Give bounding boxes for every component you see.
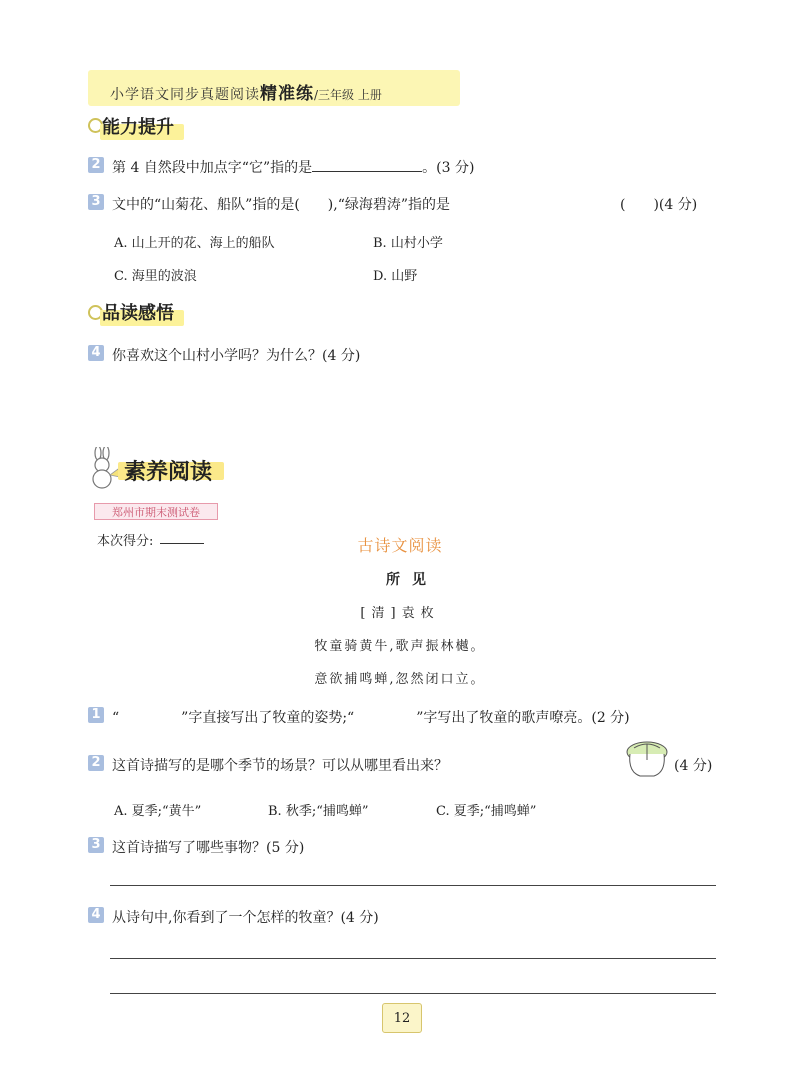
section-title-ability: 能力提升 (102, 117, 174, 138)
question-4-text: 你喜欢这个山村小学吗？为什么？(4 分) (112, 348, 361, 364)
option-a: A. 夏季;“黄牛” (114, 804, 202, 819)
cabbage-icon (622, 738, 672, 780)
question-number: 3 (88, 837, 104, 853)
question-number: 4 (88, 345, 104, 361)
question-3-text: 文中的“山菊花、船队”指的是( ),“绿海碧涛”指的是 (112, 197, 451, 213)
answer-line[interactable] (110, 885, 716, 886)
question-2-text (112, 157, 474, 177)
book-title (110, 79, 382, 104)
poem-author: [清]袁枚 (360, 606, 440, 621)
poem-line-1: 牧童骑黄牛,歌声振林樾。 (314, 639, 486, 654)
answer-line[interactable] (110, 958, 716, 959)
question-number: 1 (88, 707, 104, 723)
section-title-appreciate: 品读感悟 (102, 303, 174, 324)
grade-label: /三年级 上册 (314, 88, 382, 102)
question-number: 2 (88, 755, 104, 771)
option-b: B. 秋季;“捕鸣蝉” (268, 804, 369, 819)
poem-question-1-end: ”字写出了牧童的歌声嘹亮。(2 分) (416, 710, 630, 726)
score-label: 本次得分: (97, 534, 154, 549)
poem-question-1-text (112, 707, 630, 727)
question-3-answer-slot: ( )(4 分) (620, 197, 698, 213)
question-number: 3 (88, 194, 104, 210)
section-title-literacy: 素养阅读 (124, 460, 213, 485)
option-b: B. 山村小学 (373, 236, 443, 251)
poem-title: 所见 (386, 572, 438, 588)
question-2-points: 。(3 分) (422, 160, 475, 176)
question-2-stem: 第 4 自然段中加点字“它”指的是 (112, 160, 313, 176)
poem-question-3-text: 这首诗描写了哪些事物？(5 分) (112, 840, 305, 856)
question-number: 4 (88, 907, 104, 923)
brand-name: 精准练 (260, 84, 314, 104)
poem-question-2-points: (4 分) (674, 758, 713, 774)
option-c: C. 夏季;“捕鸣蝉” (436, 804, 537, 819)
page-number: 12 (393, 1011, 411, 1026)
poem-question-4-text: 从诗句中,你看到了一个怎样的牧童？(4 分) (112, 910, 379, 926)
poem-question-2-text: 这首诗描写的是哪个季节的场景？可以从哪里看出来？ (112, 758, 448, 774)
option-c: C. 海里的波浪 (114, 269, 197, 284)
question-number: 2 (88, 157, 104, 173)
reading-title: 古诗文阅读 (357, 536, 443, 555)
answer-line[interactable] (110, 993, 716, 994)
exam-source-tag: 郑州市期末测试卷 (94, 503, 218, 520)
series-name: 小学语文同步真题阅读 (110, 87, 260, 103)
option-d: D. 山野 (373, 269, 418, 284)
quote-open: “ (112, 710, 120, 726)
answer-blank[interactable] (312, 159, 422, 172)
poem-line-2: 意欲捕鸣蝉,忽然闭口立。 (314, 672, 486, 687)
poem-question-1-middle: ”字直接写出了牧童的姿势;“ (181, 710, 355, 726)
option-a: A. 山上开的花、海上的船队 (114, 236, 275, 251)
